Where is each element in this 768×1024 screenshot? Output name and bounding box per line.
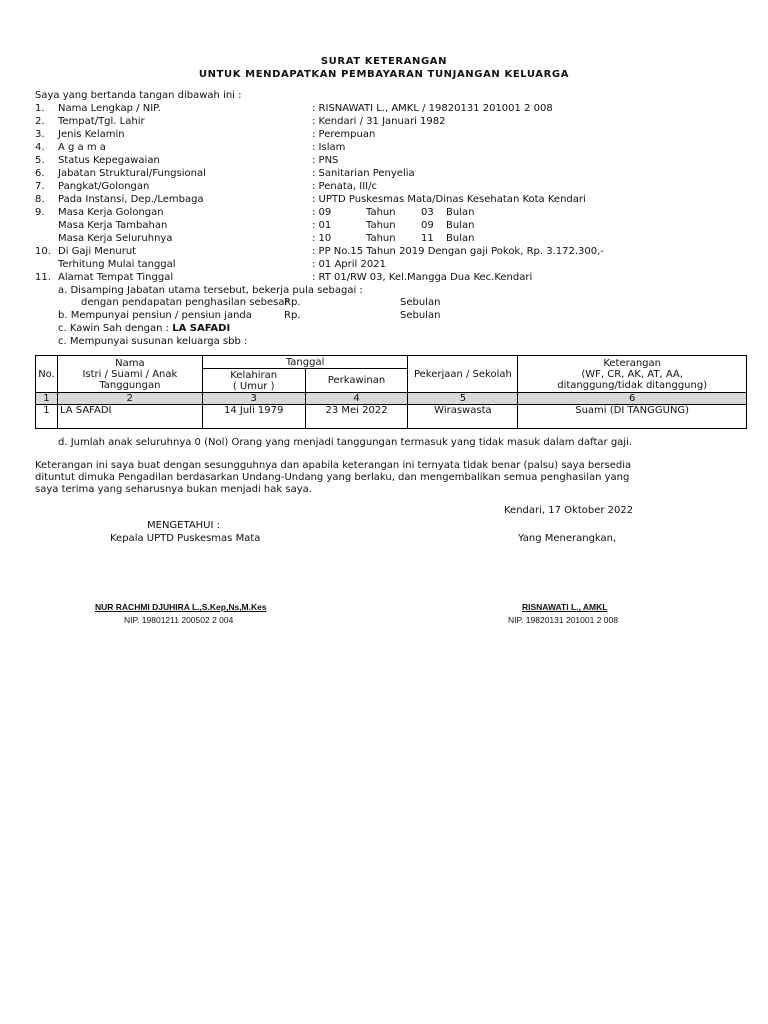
th-perkawinan: Perkawinan: [305, 369, 408, 393]
field-num: 8.: [35, 194, 45, 205]
masa-kerja-bulan-label: Bulan: [446, 207, 475, 218]
th-nama-line: Istri / Suami / Anak: [82, 368, 178, 380]
gaji-label: Di Gaji Menurut: [58, 246, 137, 257]
cell-nama: LA SAFADI: [57, 405, 202, 429]
th-no: No.: [36, 356, 58, 393]
col-number: 3: [202, 393, 305, 405]
alamat-value: : RT 01/RW 03, Kel.Mangga Dua Kec.Kendari: [312, 272, 533, 283]
th-kelahiran-line: Kelahiran: [230, 369, 278, 381]
field-label: Jabatan Struktural/Fungsional: [58, 168, 206, 179]
document-subtitle: UNTUK MENDAPATKAN PEMBAYARAN TUNJANGAN KELUARGA: [198, 69, 570, 80]
field-num: 9.: [35, 207, 45, 218]
gaji-start-label: Terhitung Mulai tanggal: [58, 259, 176, 270]
masa-kerja-bulan: 11: [421, 233, 434, 244]
field-num: 1.: [35, 103, 45, 114]
left-signer-name: NUR RACHMI DJUHIRA L.,S.Kep,Ns,M.Kes: [95, 602, 267, 612]
cell-kelahiran: 14 Juli 1979: [202, 405, 305, 429]
col-number: 1: [36, 393, 58, 405]
th-nama-line: Nama: [115, 357, 145, 369]
field-label: A g a m a: [58, 142, 106, 153]
field-label: Status Kepegawaian: [58, 155, 160, 166]
sub-b-sebulan: Sebulan: [400, 310, 441, 321]
field-value: : Penata, III/c: [312, 181, 377, 192]
field-value: : RISNAWATI L., AMKL / 19820131 201001 2 008: [312, 103, 553, 114]
document-title: SURAT KETERANGAN: [320, 56, 448, 67]
intro-text: Saya yang bertanda tangan dibawah ini :: [35, 90, 242, 101]
field-label: Pada Instansi, Dep./Lembaga: [58, 194, 204, 205]
children-note: d. Jumlah anak seluruhnya 0 (Nol) Orang yang menjadi tanggungan termasuk yang tidak masuk dalam daftar gaji.: [58, 437, 633, 448]
masa-kerja-tahun: : 10: [312, 233, 332, 244]
cell-keterangan: Suami (DI TANGGUNG): [518, 405, 747, 429]
sub-a-rp: Rp.: [284, 297, 301, 308]
field-num: 11.: [35, 272, 51, 283]
masa-kerja-bulan: 09: [421, 220, 434, 231]
alamat-label: Alamat Tempat Tinggal: [58, 272, 174, 283]
statement-line: dituntut dimuka Pengadilan berdasarkan Undang-Undang yang berlaku, dan mengembalikan semua penghasilan yang: [35, 472, 630, 483]
field-num: 7.: [35, 181, 45, 192]
masa-kerja-bulan: 03: [421, 207, 434, 218]
sub-c-marriage: [58, 323, 230, 334]
right-signer-nip: NIP. 19820131 201001 2 008: [508, 615, 618, 625]
th-nama: [57, 356, 202, 393]
sub-c-family: c. Mempunyai susunan keluarga sbb :: [58, 336, 248, 347]
field-value: : Perempuan: [312, 129, 376, 140]
col-number: 4: [305, 393, 408, 405]
th-keterangan: [518, 356, 747, 393]
th-kelahiran: [202, 369, 305, 393]
th-keterangan-line: Keterangan: [603, 357, 661, 369]
field-value: : Islam: [312, 142, 346, 153]
th-kelahiran-line: ( Umur ): [232, 380, 275, 392]
sub-a-income-label: dengan pendapatan penghasilan sebesar: [81, 297, 289, 308]
masa-kerja-tahun-label: Tahun: [366, 233, 396, 244]
field-value: : Kendari / 31 Januari 1982: [312, 116, 446, 127]
field-value: : UPTD Puskesmas Mata/Dinas Kesehatan Kota Kendari: [312, 194, 586, 205]
masa-kerja-bulan-label: Bulan: [446, 220, 475, 231]
cell-perkawinan: 23 Mei 2022: [305, 405, 408, 429]
masa-kerja-label: Masa Kerja Tambahan: [58, 220, 168, 231]
gaji-start-value: : 01 April 2021: [312, 259, 386, 270]
sub-b-line: b. Mempunyai pensiun / pensiun janda: [58, 310, 252, 321]
sub-b-rp: Rp.: [284, 310, 301, 321]
field-num: 10.: [35, 246, 51, 257]
right-signer-name: RISNAWATI L., AMKL: [522, 602, 608, 612]
left-signer-nip: NIP. 19801211 200502 2 004: [124, 615, 234, 625]
cell-pekerjaan: Wiraswasta: [408, 405, 518, 429]
mengetahui-label: MENGETAHUI :: [147, 520, 221, 531]
gaji-value: : PP No.15 Tahun 2019 Dengan gaji Pokok, Rp. 3.172.300,-: [312, 246, 604, 257]
field-num: 6.: [35, 168, 45, 179]
field-num: 3.: [35, 129, 45, 140]
family-table: [35, 355, 747, 429]
field-label: Tempat/Tgl. Lahir: [58, 116, 145, 127]
field-value: : Sanitarian Penyelia: [312, 168, 415, 179]
masa-kerja-bulan-label: Bulan: [446, 233, 475, 244]
masa-kerja-tahun-label: Tahun: [366, 207, 396, 218]
signer-position: Kepala UPTD Puskesmas Mata: [110, 533, 261, 544]
th-keterangan-line: ditanggung/tidak ditanggung): [557, 379, 708, 391]
field-num: 5.: [35, 155, 45, 166]
cell-no: 1: [36, 405, 58, 429]
spouse-name: LA SAFADI: [172, 323, 231, 334]
statement-line: Keterangan ini saya buat dengan sesungguhnya dan apabila keterangan ini ternyata tidak benar (palsu) saya bersedia: [35, 460, 632, 471]
th-tanggal: Tanggal: [202, 356, 408, 369]
field-label: Nama Lengkap / NIP.: [58, 103, 161, 114]
col-number: 6: [518, 393, 747, 405]
masa-kerja-label: Masa Kerja Seluruhnya: [58, 233, 173, 244]
sub-a-sebulan: Sebulan: [400, 297, 441, 308]
col-number: 5: [408, 393, 518, 405]
field-label: Jenis Kelamin: [58, 129, 125, 140]
masa-kerja-tahun: : 01: [312, 220, 332, 231]
field-num: 2.: [35, 116, 45, 127]
th-keterangan-line: (WF, CR, AK, AT, AA,: [581, 368, 683, 380]
field-num: 4.: [35, 142, 45, 153]
masa-kerja-label: Masa Kerja Golongan: [58, 207, 164, 218]
col-number: 2: [57, 393, 202, 405]
field-value: : PNS: [312, 155, 339, 166]
masa-kerja-tahun: : 09: [312, 207, 332, 218]
sub-a-line: a. Disamping Jabatan utama tersebut, bekerja pula sebagai :: [58, 285, 363, 296]
statement-line: saya terima yang seharusnya bukan menjadi hak saya.: [35, 484, 312, 495]
table-row: [36, 405, 747, 429]
place-date: Kendari, 17 Oktober 2022: [504, 505, 634, 516]
yang-menerangkan-label: Yang Menerangkan,: [518, 533, 617, 544]
th-nama-line: Tanggungan: [99, 379, 161, 391]
field-label: Pangkat/Golongan: [58, 181, 150, 192]
masa-kerja-tahun-label: Tahun: [366, 220, 396, 231]
sub-c-marriage-prefix: c. Kawin Sah dengan :: [58, 323, 170, 334]
th-pekerjaan: Pekerjaan / Sekolah: [408, 356, 518, 393]
